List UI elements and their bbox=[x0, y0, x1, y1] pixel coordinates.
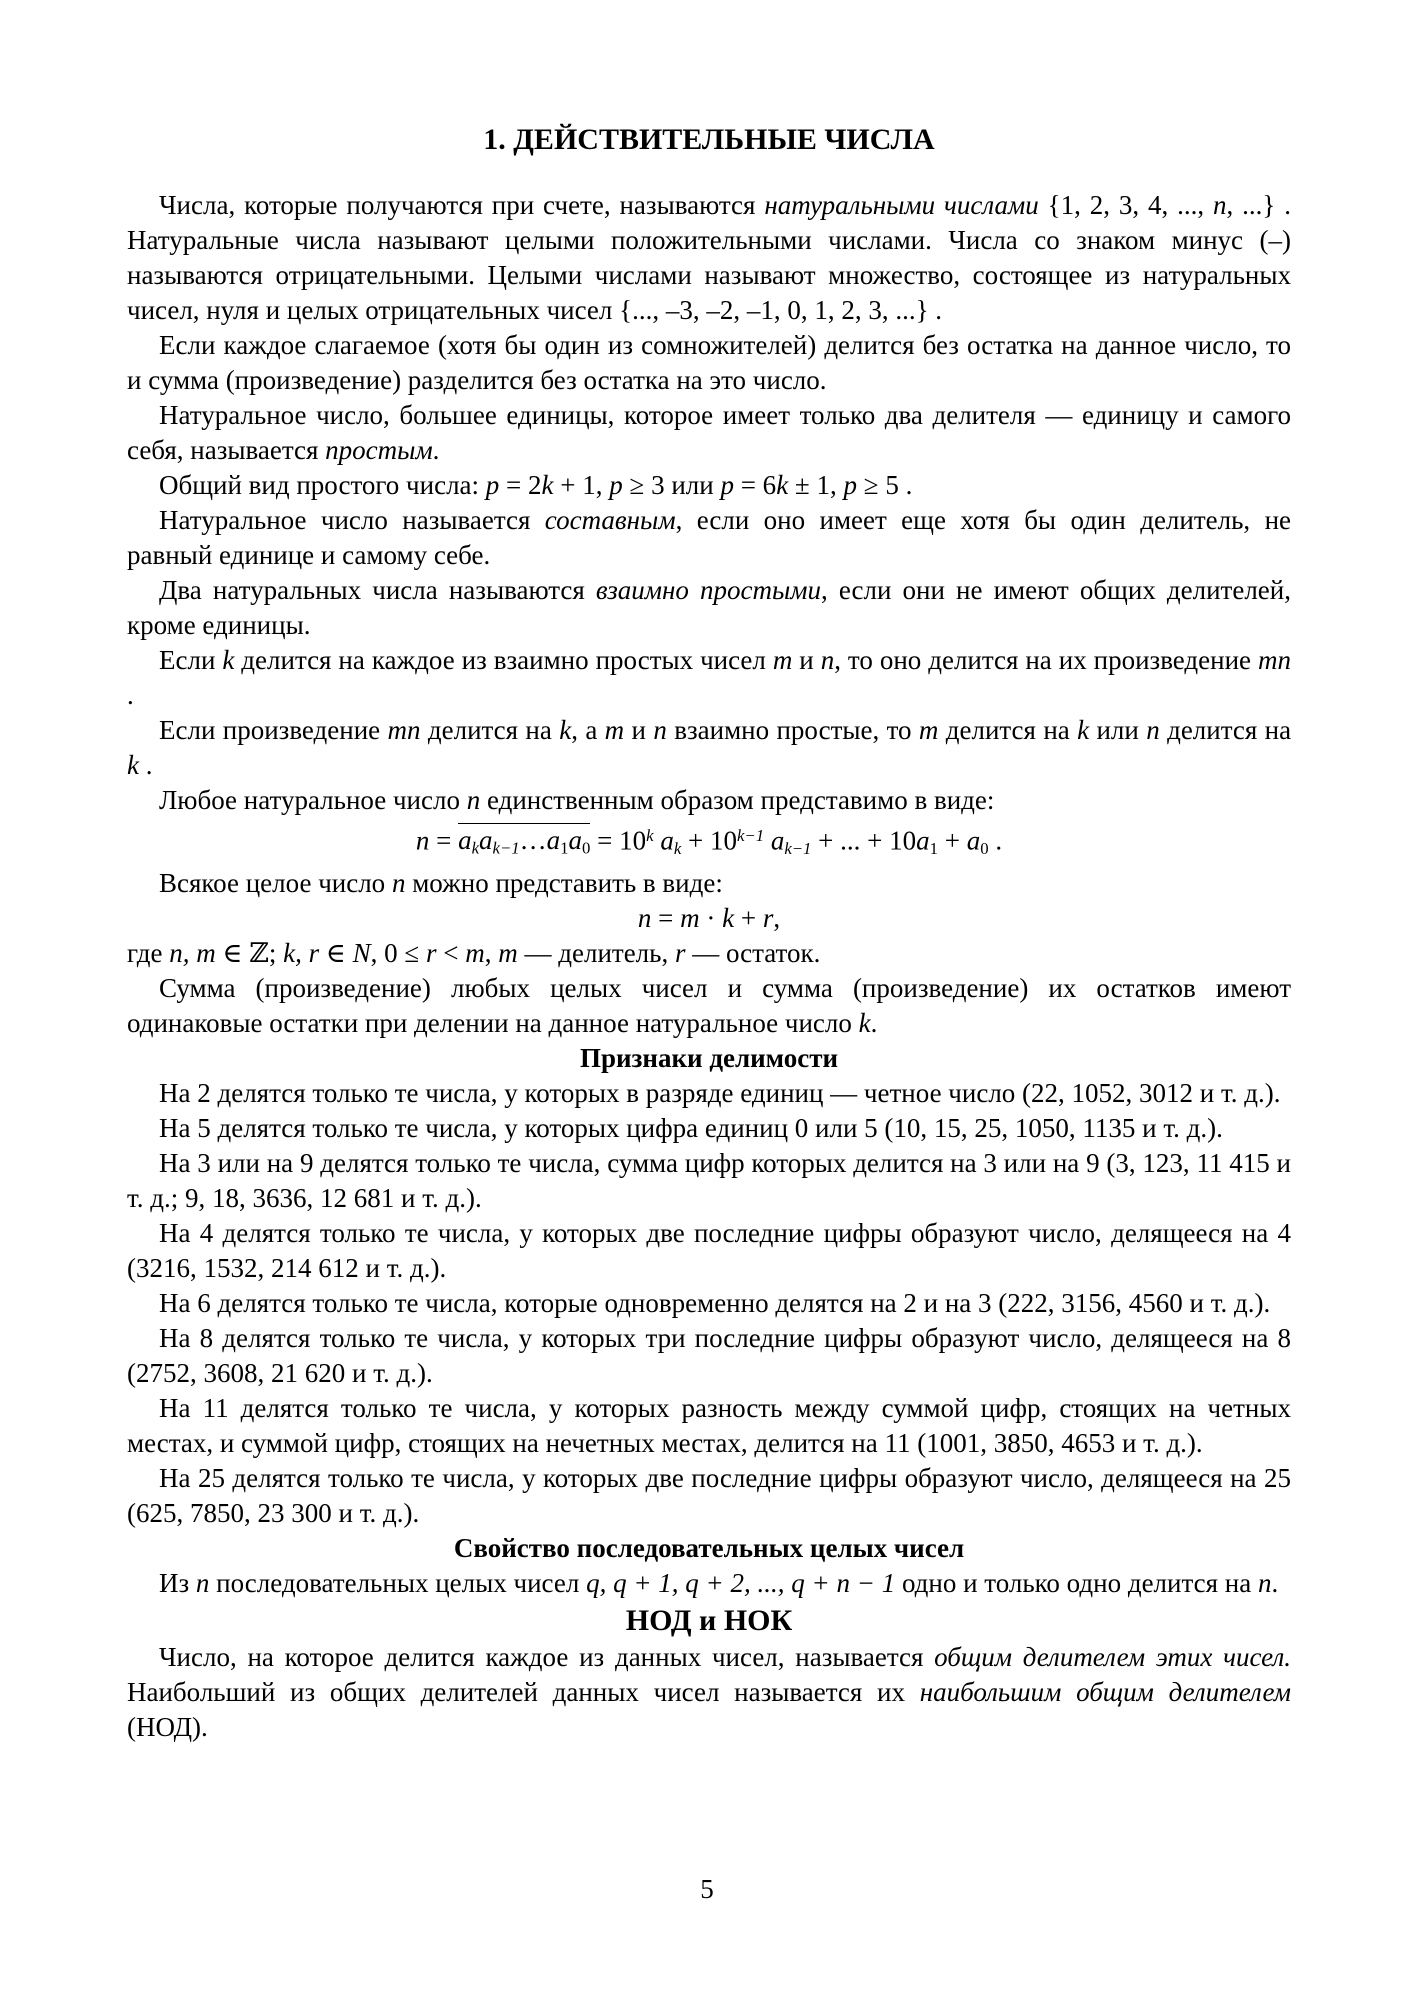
text-run: n bbox=[466, 785, 481, 815]
text-run: p bbox=[609, 470, 623, 500]
text-run: p bbox=[485, 470, 500, 500]
text-run: k−1 bbox=[492, 839, 520, 859]
text-run: . bbox=[432, 435, 440, 465]
text-run: ≥ 5 . bbox=[857, 470, 913, 500]
para-positional-intro bbox=[127, 783, 1291, 818]
para-sum-product-divisibility bbox=[127, 328, 1291, 398]
text-run: одно и только одно делится на bbox=[895, 1568, 1258, 1599]
text-run: m bbox=[918, 715, 939, 745]
text-run: , ...} . Натуральные числа называют целыми положительными числами. Числа со знаком минус (–) называются отрицательными. Целыми числами называют множество, состоящее из натуральных чисел, нуля и целых отрицательных чисел {..., –3, –2, –1, 0, 1, 2, 3, ...} . bbox=[127, 190, 1291, 325]
para-coprime bbox=[127, 573, 1291, 643]
text-run: n bbox=[1146, 715, 1160, 745]
para-common-divisor bbox=[127, 1640, 1291, 1745]
text-run: На 25 делятся только те числа, у которых две последние цифры образуют число, делящееся на 25 (625, 7850, 23 300 и т. д.). bbox=[127, 1463, 1291, 1529]
text-run: a bbox=[966, 825, 981, 856]
text-run: r bbox=[426, 938, 437, 969]
text-run: последовательных целых чисел bbox=[209, 1568, 587, 1599]
text-run: делится на bbox=[1159, 715, 1292, 745]
text-run: m bbox=[680, 903, 700, 934]
para-composite bbox=[127, 503, 1291, 573]
text-run: 0 bbox=[980, 839, 989, 859]
formula-division bbox=[127, 901, 1291, 936]
text-run: n, m bbox=[169, 938, 216, 969]
text-run: — остаток. bbox=[685, 938, 821, 969]
text-run: + bbox=[734, 903, 763, 934]
text-run: mn bbox=[387, 715, 421, 745]
text-run: p bbox=[843, 470, 857, 500]
content bbox=[127, 188, 1291, 1745]
text-run: n bbox=[820, 645, 835, 675]
text-run: {1, 2, 3, 4, ..., bbox=[1038, 190, 1213, 220]
text-run: n bbox=[637, 903, 652, 934]
text-run: и bbox=[624, 715, 654, 745]
overlined-digits bbox=[458, 823, 590, 858]
text-run: . bbox=[127, 680, 134, 710]
page-number: 5 bbox=[700, 1874, 714, 1904]
text-run: k−1 bbox=[784, 839, 812, 859]
text-run: = bbox=[651, 903, 681, 934]
text-run: n bbox=[391, 868, 406, 899]
text-run: . bbox=[870, 1008, 878, 1039]
para-div-5 bbox=[127, 1111, 1291, 1146]
text-run: a bbox=[660, 825, 674, 856]
page-title: 1. ДЕЙСТВИТЕЛЬНЫЕ ЧИСЛА bbox=[483, 123, 935, 156]
text-run: Если bbox=[159, 645, 223, 675]
text-run: . bbox=[1271, 1568, 1279, 1599]
para-product-divisibility bbox=[127, 713, 1291, 783]
text-run: a bbox=[458, 825, 472, 856]
text-run: a bbox=[568, 825, 583, 856]
text-run: a bbox=[479, 825, 493, 856]
text-run: = 2 bbox=[499, 470, 542, 500]
text-run: k bbox=[222, 645, 235, 675]
para-div-2 bbox=[127, 1076, 1291, 1111]
text-run: делится на bbox=[938, 715, 1078, 745]
text-run: Если произведение bbox=[159, 715, 388, 745]
text-run: . bbox=[988, 825, 1003, 856]
text-run: , если оно имеет еще хотя бы один делитель, не равный единице и самому себе. bbox=[127, 505, 1292, 570]
para-div-11 bbox=[127, 1391, 1291, 1461]
text-run: взаимно простые, то bbox=[666, 715, 919, 745]
text-run: , а bbox=[571, 715, 605, 745]
para-consecutive bbox=[127, 1566, 1291, 1601]
text-run: Числа, которые получаются при счете, называются bbox=[159, 190, 765, 220]
text-run: единственным образом представимо в виде: bbox=[480, 785, 995, 815]
text-run: a bbox=[770, 825, 785, 856]
text-run: ∈ bbox=[319, 938, 353, 969]
text-run: 1 bbox=[929, 839, 939, 859]
para-where-clause bbox=[127, 936, 1291, 971]
text-run: . bbox=[138, 750, 153, 780]
text-run: 0 bbox=[582, 839, 591, 859]
text-run: k bbox=[776, 470, 789, 500]
text-run: взаимно простыми bbox=[595, 575, 822, 605]
para-div-6 bbox=[127, 1286, 1291, 1321]
text-run: простым bbox=[325, 435, 433, 465]
text-run: На 5 делятся только те числа, у которых цифра единиц 0 или 5 (10, 15, 25, 1050, 1135 и т. д.). bbox=[159, 1113, 1223, 1144]
text-run: = bbox=[429, 825, 459, 856]
text-run: + 1, bbox=[553, 470, 610, 500]
text-run: + ... + 10 bbox=[811, 825, 917, 856]
para-prime-definition bbox=[127, 398, 1291, 468]
text-run: k bbox=[127, 750, 139, 780]
text-run: Два натуральных числа называются bbox=[159, 575, 596, 605]
text-run: Наибольший из общих делителей данных чисел называется их bbox=[127, 1677, 920, 1708]
para-div-8 bbox=[127, 1321, 1291, 1391]
text-run: Сумма (произведение) любых целых чисел и сумма (произведение) их остатков имеют одинаковые остатки при делении на данное натуральное число bbox=[127, 973, 1291, 1039]
text-run: m bbox=[772, 645, 793, 675]
text-run: Натуральное число, большее единицы, которое имеет только два делителя — единицу и самого себя, называется bbox=[127, 400, 1291, 465]
text-run: n bbox=[1257, 1568, 1272, 1599]
text-run: натуральными числами bbox=[764, 190, 1039, 220]
heading-consecutive: Свойство последовательных целых чисел bbox=[453, 1533, 965, 1564]
text-run: = 10 bbox=[590, 825, 647, 856]
text-run: Любое натуральное число bbox=[159, 785, 467, 815]
text-run: ≥ 3 или bbox=[622, 470, 721, 500]
text-run: + 10 bbox=[681, 825, 737, 856]
text-run: можно представить в виде: bbox=[405, 868, 723, 899]
para-div-25 bbox=[127, 1461, 1291, 1531]
text-run: k bbox=[673, 839, 682, 859]
text-run: , то оно делится на их произведение bbox=[834, 645, 1258, 675]
text-run: m bbox=[604, 715, 625, 745]
text-run: n bbox=[653, 715, 667, 745]
text-run: , bbox=[773, 903, 781, 934]
text-run: n bbox=[1213, 190, 1227, 220]
text-run: + bbox=[938, 825, 967, 856]
text-run: n bbox=[195, 1568, 210, 1599]
para-div-3-9 bbox=[127, 1146, 1291, 1216]
text-run: ± 1, bbox=[788, 470, 844, 500]
formula-positional bbox=[127, 818, 1291, 866]
text-run: N bbox=[352, 938, 371, 969]
text-run: k bbox=[559, 715, 572, 745]
text-run: Число, на которое делится каждое из данных чисел, называется bbox=[159, 1642, 935, 1673]
text-run: k bbox=[858, 1008, 871, 1039]
text-run: , bbox=[484, 938, 499, 969]
text-run: r bbox=[674, 938, 686, 969]
text-run: Всякое целое число bbox=[159, 868, 392, 899]
text-run: делится на bbox=[420, 715, 560, 745]
text-run: a bbox=[546, 825, 561, 856]
text-run: На 11 делятся только те числа, у которых разность между суммой цифр, стоящих на четных местах, и суммой цифр, стоящих на нечетных местах, делится на 11 (1001, 3850, 4653 и т. д.). bbox=[127, 1393, 1291, 1459]
text-run: Натуральное число называется bbox=[159, 505, 545, 535]
heading-nod-nok: НОД и НОК bbox=[625, 1604, 793, 1638]
text-run: делится на каждое из взаимно простых чисел bbox=[234, 645, 773, 675]
text-run: n bbox=[415, 825, 430, 856]
text-run: — делитель, bbox=[517, 938, 675, 969]
text-run: На 8 делятся только те числа, у которых три последние цифры образуют число, делящееся на 8 (2752, 3608, 21 620 и т. д.). bbox=[127, 1323, 1291, 1389]
text-run: m bbox=[498, 938, 518, 969]
text-run: На 2 делятся только те числа, у которых в разряде единиц — четное число (22, 1052, 3012 и т. д.). bbox=[159, 1078, 1281, 1109]
text-run: k, r bbox=[283, 938, 320, 969]
text-run: = 6 bbox=[733, 470, 777, 500]
text-run: Из bbox=[159, 1568, 196, 1599]
text-run: q, q + 1, q + 2, ..., q + n − 1 bbox=[586, 1568, 896, 1599]
text-run: … bbox=[519, 825, 547, 856]
para-divisible-by-coprimes bbox=[127, 643, 1291, 713]
text-run: На 3 или на 9 делятся только те числа, сумма цифр которых делится на 3 или на 9 (3, 123, 11 415 и т. д.; 9, 18, 3636, 12 681 и т. д.). bbox=[127, 1148, 1291, 1214]
text-run: , если они не имеют общих делителей, кроме единицы. bbox=[127, 575, 1291, 640]
text-run: составным bbox=[544, 505, 676, 535]
text-run: k bbox=[1077, 715, 1090, 745]
para-remainders bbox=[127, 971, 1291, 1041]
text-run: и bbox=[792, 645, 821, 675]
text-run: где bbox=[127, 938, 170, 969]
para-natural-numbers bbox=[127, 188, 1291, 328]
text-run: k bbox=[722, 903, 735, 934]
text-run: a bbox=[916, 825, 930, 856]
text-run: k bbox=[471, 839, 480, 859]
text-run: Общий вид простого числа: bbox=[159, 470, 486, 500]
text-run: k bbox=[646, 826, 654, 845]
text-run: На 4 делятся только те числа, у которых две последние цифры образуют число, делящееся на 4 (3216, 1532, 214 612 и т. д.). bbox=[127, 1218, 1291, 1284]
heading-divisibility: Признаки делимости bbox=[579, 1043, 839, 1074]
text-run: или bbox=[1089, 715, 1147, 745]
text-run: , 0 ≤ bbox=[370, 938, 426, 969]
para-integer-intro bbox=[127, 866, 1291, 901]
para-div-4 bbox=[127, 1216, 1291, 1286]
text-run: < bbox=[436, 938, 466, 969]
text-run: k bbox=[541, 470, 554, 500]
text-run: r bbox=[762, 903, 774, 934]
text-run: k−1 bbox=[736, 826, 765, 845]
text-run bbox=[764, 825, 771, 855]
text-run: · bbox=[699, 903, 723, 934]
text-run: На 6 делятся только те числа, которые одновременно делятся на 2 и на 3 (222, 3156, 4560 и т. д.). bbox=[159, 1288, 1271, 1319]
para-prime-form bbox=[127, 468, 1291, 503]
text-run: ∈ ℤ; bbox=[215, 938, 284, 969]
text-run: наибольшим общим делителем bbox=[919, 1677, 1292, 1708]
text-run: 1 bbox=[560, 839, 569, 859]
text-run: (НОД). bbox=[127, 1712, 208, 1743]
text-run: m bbox=[465, 938, 485, 969]
text-run: общим делителем этих чисел. bbox=[934, 1642, 1291, 1673]
text-run: p bbox=[720, 470, 734, 500]
text-run: Если каждое слагаемое (хотя бы один из сомножителей) делится без остатка на данное число, то и сумма (произведение) разделится без остатка на это число. bbox=[127, 330, 1291, 395]
text-run: mn bbox=[1258, 645, 1291, 675]
